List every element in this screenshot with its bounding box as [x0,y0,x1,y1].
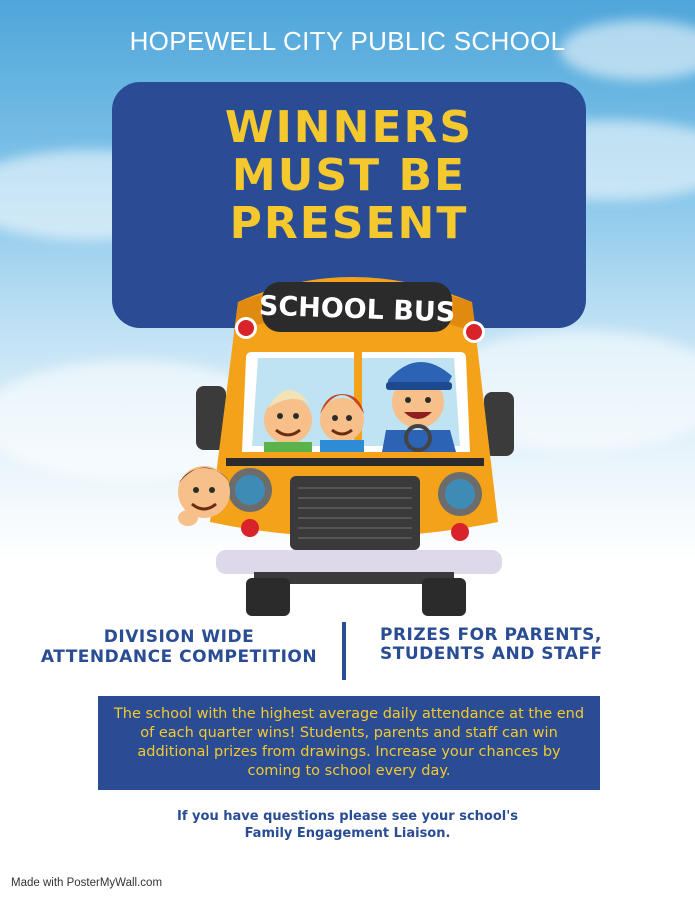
headline-line: MUST BE [231,150,467,201]
prizes-heading [380,626,670,664]
school-bus-illustration [160,262,540,622]
info-line: The school with the highest average daily attendance at the end [113,706,585,722]
headline [112,104,586,248]
bumper [216,550,502,574]
prizes-line: PRIZES FOR PARENTS, [380,625,602,645]
credit-link[interactable]: Made with PosterMyWall.com [11,877,163,889]
info-line: additional prizes from drawings. Increase your chances by [137,744,561,760]
column-divider [342,622,346,680]
competition-line: ATTENDANCE COMPETITION [40,647,318,667]
info-panel [98,696,600,790]
bus-sign-text: SCHOOL BUS [258,290,456,329]
prizes-line: STUDENTS AND STAFF [380,644,603,664]
school-name: HOPEWELL CITY PUBLIC SCHOOL [129,26,566,56]
competition-line: DIVISION WIDE [103,627,255,647]
wheel [422,578,466,616]
competition-heading [14,627,344,667]
questions-line: If you have questions please see your school's [177,809,518,824]
wheel [246,578,290,616]
headline-line: WINNERS [224,102,474,153]
questions-note [0,808,695,842]
questions-line: Family Engagement Liaison. [244,826,451,841]
info-line: of each quarter wins! Students, parents and staff can win [140,725,558,741]
headline-line: PRESENT [229,198,469,249]
info-line: coming to school every day. [247,763,451,779]
